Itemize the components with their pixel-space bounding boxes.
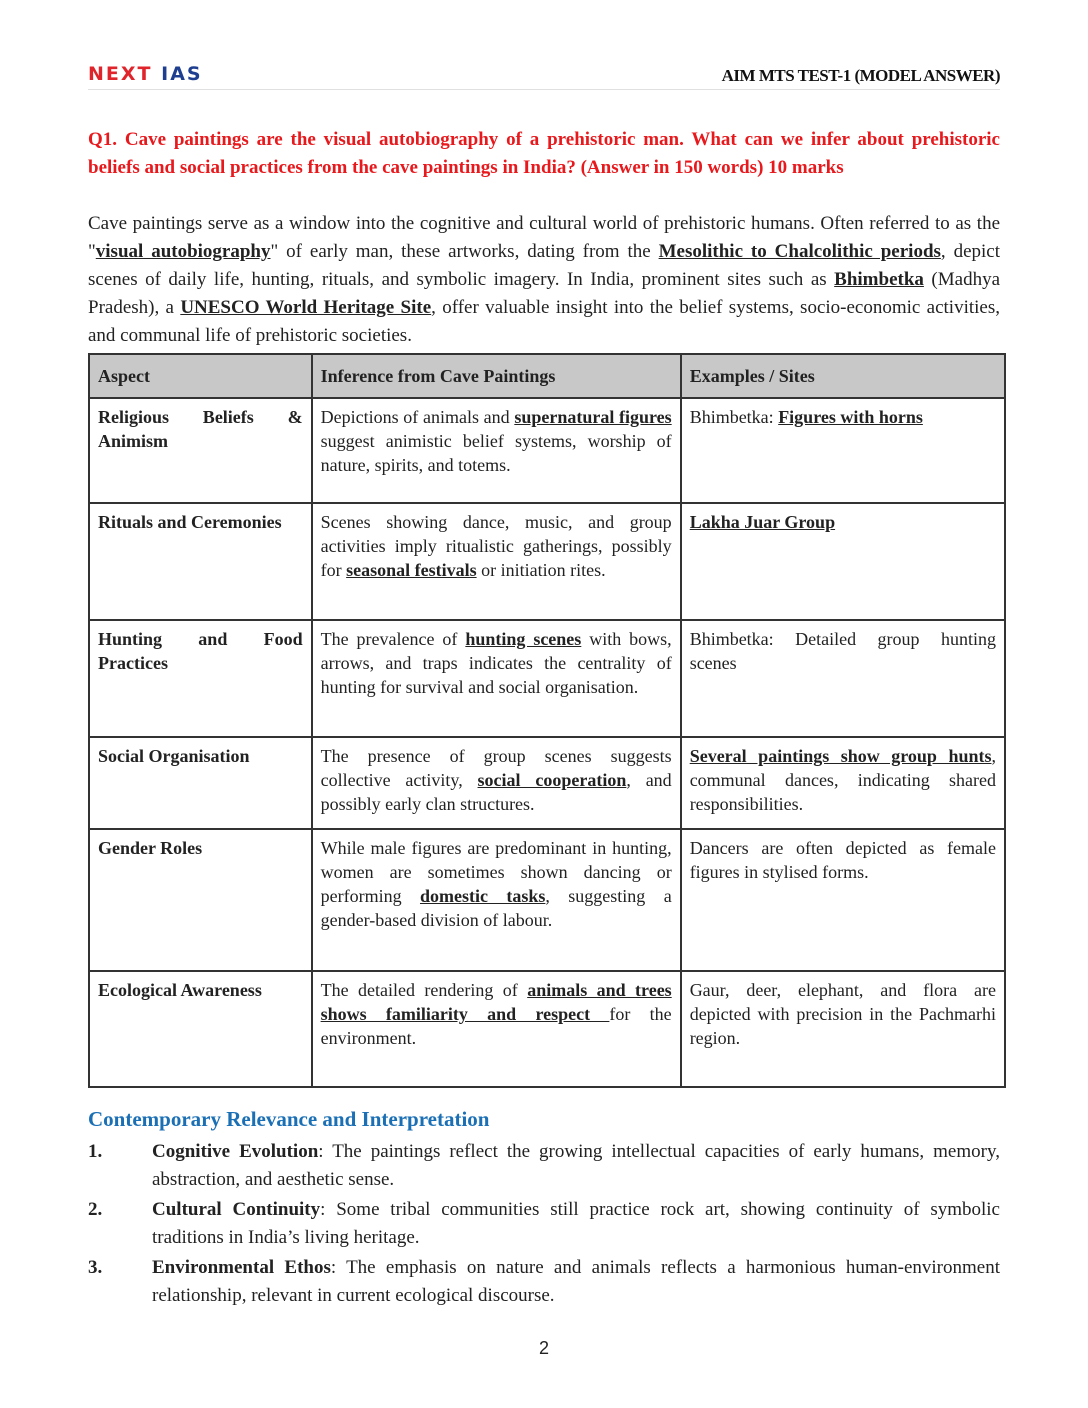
aspect-cell: Religious Beliefs & Animism <box>89 398 312 503</box>
intro-text: Cave paintings serve as a window into the cognitive and cultural world of prehistoric humans. Often referred to as the " <box>88 213 1000 262</box>
examples-cell <box>681 829 1005 971</box>
examples-cell <box>681 971 1005 1087</box>
list-item <box>88 1196 1000 1252</box>
cell-text: Bhimbetka: Detailed group hunting scenes <box>689 629 996 673</box>
cell-text: Gaur, deer, elephant, and flora are depicted with precision in the Pachmarhi region. <box>689 980 996 1048</box>
relevance-list <box>88 1138 1000 1312</box>
intro-emphasis: UNESCO World Heritage Site <box>180 297 432 318</box>
cell-text: The prevalence of <box>320 629 466 649</box>
cell-text: with bows, arrows, and traps indicates the centrality of hunting for survival and social organisation. <box>320 629 672 697</box>
inference-table <box>88 353 1006 1088</box>
list-term: Cultural Continuity <box>152 1199 321 1220</box>
cell-emphasis: Figures with horns <box>778 407 923 427</box>
intro-text: , offer valuable insight into the belief systems, socio-economic activities, and communal life of prehistoric societies. <box>88 297 1001 346</box>
list-number: 2. <box>88 1199 103 1220</box>
intro-text: (Madhya Pradesh), a <box>88 269 1001 318</box>
intro-emphasis: Mesolithic to Chalcolithic periods <box>658 241 941 262</box>
cell-text: Dancers are often depicted as female figures in stylised forms. <box>689 838 996 882</box>
cell-emphasis: domestic tasks <box>419 886 546 906</box>
inference-cell <box>312 620 681 737</box>
logo-next-text: NEXT <box>88 63 153 85</box>
aspect-cell: Gender Roles <box>89 829 312 971</box>
list-term: Environmental Ethos <box>152 1257 331 1278</box>
list-item <box>88 1138 1000 1194</box>
aspect-cell: Social Organisation <box>89 737 312 829</box>
list-text <box>152 1254 1000 1310</box>
intro-paragraph <box>88 210 1000 350</box>
aspect-cell: Hunting and Food Practices <box>89 620 312 737</box>
section-heading: Contemporary Relevance and Interpretation <box>88 1107 490 1131</box>
cell-emphasis: Lakha Juar Group <box>689 512 836 532</box>
table-row <box>89 620 1005 737</box>
page-header <box>88 60 1000 90</box>
aspect-cell: Rituals and Ceremonies <box>89 503 312 620</box>
next-ias-logo <box>88 64 203 84</box>
examples-cell <box>681 620 1005 737</box>
question-text: Q1. Cave paintings are the visual autobiography of a prehistoric man. What can we infer about prehistoric beliefs and social practices from the cave paintings in India? (Answer in 150 words) 10 marks <box>88 129 1000 178</box>
table-header-row <box>89 354 1005 398</box>
cell-emphasis: supernatural figures <box>514 407 672 427</box>
page-number: 2 <box>538 1338 549 1358</box>
column-header-aspect: Aspect <box>89 354 312 398</box>
cell-text: The detailed rendering of <box>320 980 528 1000</box>
examples-cell <box>681 503 1005 620</box>
cell-text: , communal dances, indicating shared responsibilities. <box>689 746 996 814</box>
cell-text: While male figures are predominant in hunting, women are sometimes shown dancing or performing <box>320 838 672 906</box>
examples-cell <box>681 737 1005 829</box>
intro-text: , depict scenes of daily life, hunting, rituals, and symbolic imagery. In India, prominent sites such as <box>88 241 1000 290</box>
cell-text: The presence of group scenes suggests collective activity, <box>320 746 672 790</box>
intro-text: " of early man, these artworks, dating from the <box>270 241 659 262</box>
examples-cell <box>681 398 1005 503</box>
cell-text: , suggesting a gender-based division of labour. <box>320 886 672 930</box>
cell-text: Depictions of animals and <box>320 407 515 427</box>
column-header-examples: Examples / Sites <box>681 354 1005 398</box>
intro-emphasis: visual autobiography <box>95 241 271 262</box>
column-header-inference: Inference from Cave Paintings <box>312 354 681 398</box>
list-description: : Some tribal communities still practice rock art, showing continuity of symbolic traditions in India’s living heritage. <box>152 1199 1000 1248</box>
list-term: Cognitive Evolution <box>152 1141 319 1162</box>
list-text <box>152 1196 1000 1252</box>
cell-text: for the environment. <box>320 1004 672 1048</box>
inference-cell <box>312 829 681 971</box>
list-item <box>88 1254 1000 1310</box>
cell-emphasis: seasonal festivals <box>346 560 477 580</box>
cell-emphasis: animals and trees shows familiarity and respect <box>320 980 672 1024</box>
cell-emphasis: hunting scenes <box>465 629 582 649</box>
inference-cell <box>312 398 681 503</box>
cell-text: or initiation rites. <box>476 560 606 580</box>
list-text <box>152 1138 1000 1194</box>
cell-emphasis: Several paintings show group hunts <box>689 746 992 766</box>
cell-text: , and possibly early clan structures. <box>320 770 672 814</box>
inference-cell <box>312 503 681 620</box>
table-row <box>89 829 1005 971</box>
table-row <box>89 971 1005 1087</box>
cell-text: suggest animistic belief systems, worship of nature, spirits, and totems. <box>320 431 672 475</box>
document-title: AIM MTS TEST-1 (MODEL ANSWER) <box>721 66 1000 85</box>
cell-text: Scenes showing dance, music, and group activities imply ritualistic gatherings, possibly for <box>320 512 672 580</box>
intro-emphasis: Bhimbetka <box>834 269 924 290</box>
table-row <box>89 398 1005 503</box>
inference-cell <box>312 737 681 829</box>
table-row <box>89 503 1005 620</box>
list-description: : The emphasis on nature and animals reflects a harmonious human-environment relationship, relevant in current ecological discourse. <box>152 1257 1000 1306</box>
logo-ias-text: IAS <box>161 63 203 85</box>
list-number: 1. <box>88 1141 103 1162</box>
table-row <box>89 737 1005 829</box>
cell-text: Bhimbetka: <box>689 407 779 427</box>
inference-cell <box>312 971 681 1087</box>
cell-emphasis: social cooperation <box>477 770 627 790</box>
list-number: 3. <box>88 1257 103 1278</box>
aspect-cell: Ecological Awareness <box>89 971 312 1087</box>
list-description: : The paintings reflect the growing intellectual capacities of early humans, memory, abstraction, and aesthetic sense. <box>152 1141 1000 1190</box>
